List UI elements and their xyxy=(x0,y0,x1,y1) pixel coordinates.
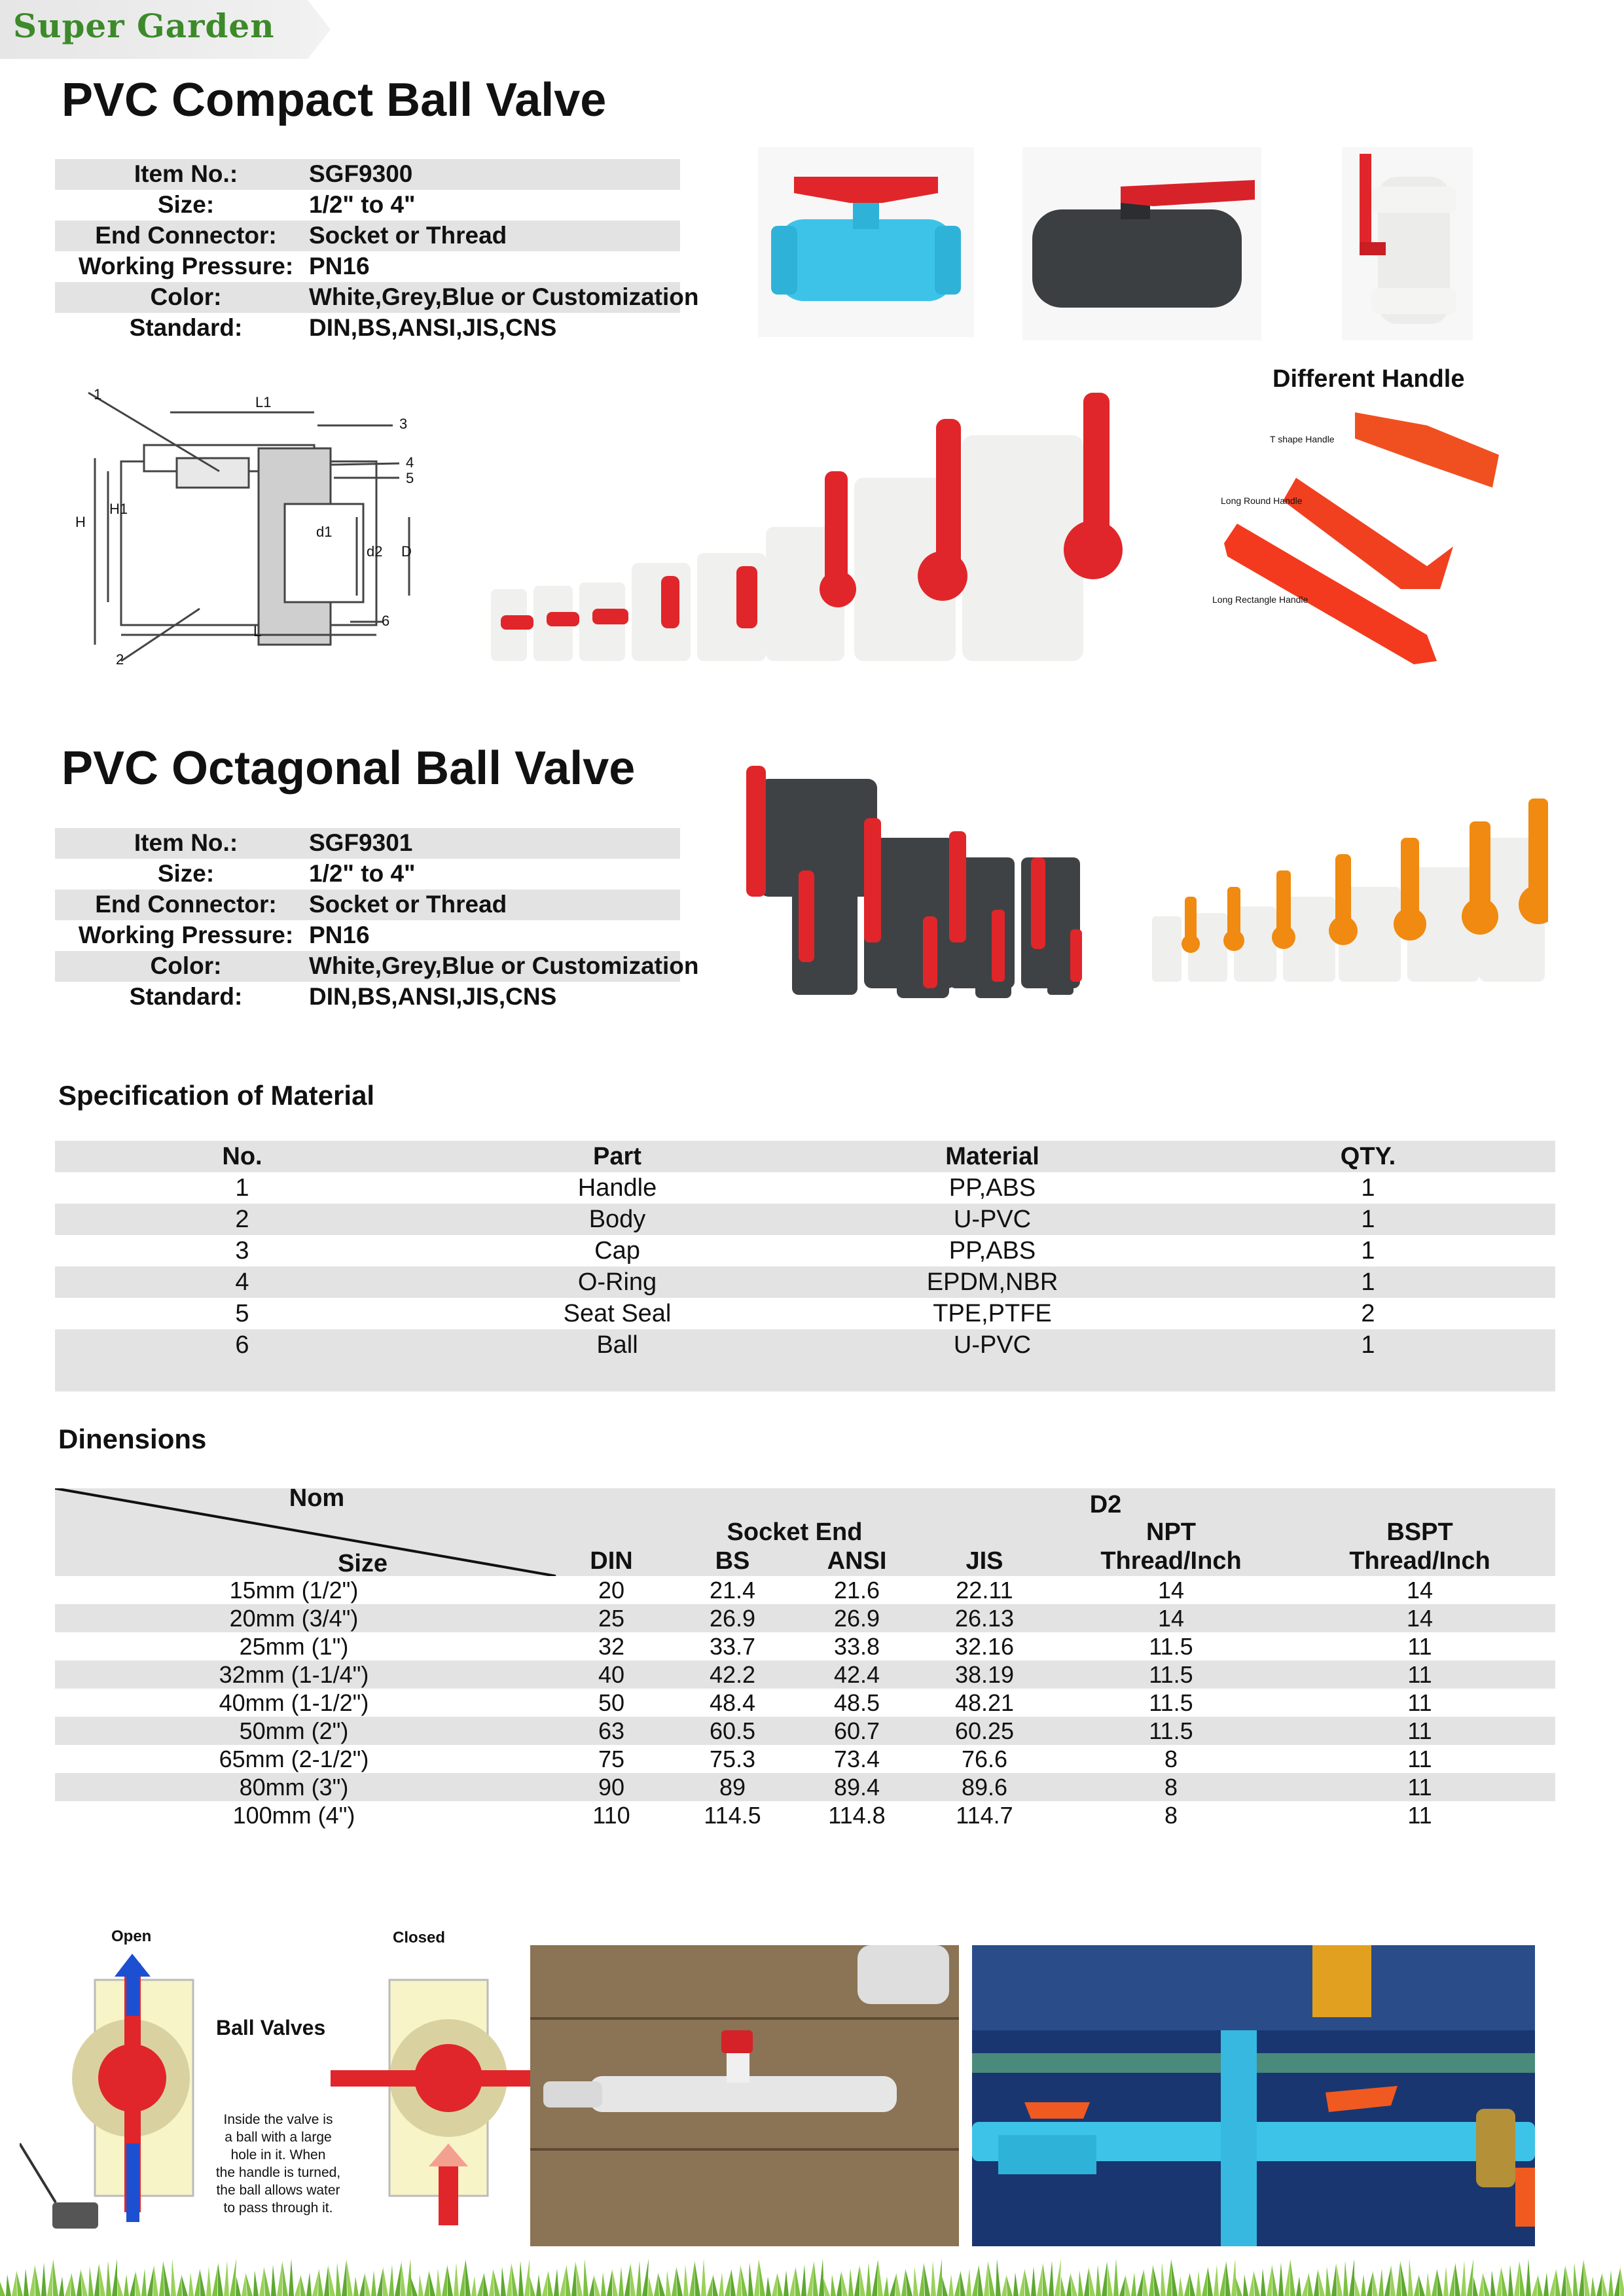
dimensions-title: Dinensions xyxy=(58,1424,207,1454)
table-cell: 26.9 xyxy=(709,1605,756,1632)
table-cell: 90 xyxy=(598,1774,625,1801)
table-cell: 2 xyxy=(1361,1300,1375,1327)
spec-label: Item No.: xyxy=(134,160,238,187)
d2-header: D2 xyxy=(1089,1491,1122,1518)
spec-label: Working Pressure: xyxy=(78,922,294,948)
open-label: Open xyxy=(111,1928,152,1945)
diagram-label: L xyxy=(253,623,262,639)
bspt-header: BSPT xyxy=(1386,1518,1453,1546)
spec-value: DIN,BS,ANSI,JIS,CNS xyxy=(309,983,557,1010)
diagram-label: L1 xyxy=(255,394,272,410)
table-row xyxy=(55,1266,1555,1298)
material-title: Specification of Material xyxy=(58,1080,375,1111)
table-cell: 63 xyxy=(598,1717,625,1744)
npt-unit-header: Thread/Inch xyxy=(1100,1547,1242,1575)
table-cell: 50 xyxy=(598,1689,625,1716)
spec-row xyxy=(55,251,680,282)
column-header: Part xyxy=(593,1143,641,1170)
din-header: DIN xyxy=(590,1547,633,1575)
table-cell: O-Ring xyxy=(577,1268,657,1296)
table-cell: 11.5 xyxy=(1149,1661,1193,1688)
table-row xyxy=(55,1329,1555,1391)
column-header: Material xyxy=(945,1143,1039,1170)
table-cell: 110 xyxy=(592,1802,630,1829)
table-cell: 73.4 xyxy=(833,1746,880,1772)
different-handle-title: Different Handle xyxy=(1272,365,1465,393)
table-cell: 1 xyxy=(1361,1237,1375,1265)
table-cell: 11 xyxy=(1407,1633,1432,1660)
table-cell: 14 xyxy=(1406,1605,1434,1632)
table-cell: 21.4 xyxy=(709,1577,756,1604)
table-cell: 11.5 xyxy=(1149,1717,1193,1744)
table-cell: PP,ABS xyxy=(948,1237,1036,1265)
table-cell: 2 xyxy=(235,1206,249,1233)
table-cell: 76.6 xyxy=(961,1746,1008,1772)
table-cell: Body xyxy=(588,1206,646,1233)
table-cell: 1 xyxy=(1361,1331,1375,1359)
caption-line: to pass through it. xyxy=(223,2200,333,2215)
jis-header: JIS xyxy=(965,1547,1003,1575)
blue-compact-valve-photo xyxy=(758,147,974,337)
spec-row xyxy=(55,920,680,951)
spec-row xyxy=(55,190,680,221)
table-cell: 32.16 xyxy=(954,1633,1015,1660)
table-cell: 114.7 xyxy=(956,1802,1013,1829)
table-row xyxy=(55,1632,1555,1660)
diagram-label: 5 xyxy=(406,470,414,486)
table-header xyxy=(55,1484,1555,1577)
table-cell: 11 xyxy=(1407,1689,1432,1716)
caption-line: the ball allows water xyxy=(216,2183,340,2198)
table-cell: 65mm (2-1/2") xyxy=(219,1746,369,1772)
table-cell: 50mm (2") xyxy=(239,1717,349,1744)
spec-row xyxy=(55,982,680,1013)
spec-value: SGF9301 xyxy=(309,829,413,856)
table-cell: 3 xyxy=(235,1237,249,1265)
table-cell: 32 xyxy=(598,1633,625,1660)
table-cell: Seat Seal xyxy=(563,1300,672,1327)
table-cell: 11 xyxy=(1407,1661,1432,1688)
ball-valve-explainer xyxy=(20,1928,530,2242)
caption-line: the handle is turned, xyxy=(215,2165,341,2180)
table-cell: 33.7 xyxy=(709,1633,756,1660)
diagram-label: D xyxy=(401,543,412,560)
table-cell: 89.4 xyxy=(833,1774,880,1801)
table-cell: Cap xyxy=(594,1237,640,1265)
table-header-row xyxy=(55,1141,1555,1172)
nom-header: Nom xyxy=(289,1484,345,1512)
table-row xyxy=(55,1717,1555,1745)
valve-on-table-photo xyxy=(530,1945,959,2246)
table-cell: 22.11 xyxy=(956,1577,1013,1604)
table-row xyxy=(55,1235,1555,1266)
table-cell: 1 xyxy=(235,1174,249,1202)
spec-value: PN16 xyxy=(309,922,370,948)
table-cell: 14 xyxy=(1157,1577,1185,1604)
table-cell: 26.9 xyxy=(833,1605,880,1632)
white-compact-valve-photo xyxy=(1342,147,1473,340)
table-cell: 11 xyxy=(1407,1717,1432,1744)
spec-value: Socket or Thread xyxy=(309,891,507,918)
table-cell: 75.3 xyxy=(709,1746,756,1772)
spec-value: PN16 xyxy=(309,253,370,279)
handle-label: Long Round Handle xyxy=(1221,495,1303,506)
octagonal-title: PVC Octagonal Ball Valve xyxy=(62,742,636,795)
caption-line: a ball with a large xyxy=(225,2130,332,2145)
table-cell: 48.5 xyxy=(833,1689,880,1716)
table-cell: 11 xyxy=(1407,1774,1432,1801)
table-cell: EPDM,NBR xyxy=(926,1268,1058,1296)
caption-line: Inside the valve is xyxy=(223,2112,333,2127)
table-cell: PP,ABS xyxy=(948,1174,1036,1202)
ball-valves-caption xyxy=(196,2111,360,2217)
spec-row xyxy=(55,828,680,859)
spec-row xyxy=(55,313,680,344)
blue-pipe-installation-photo xyxy=(972,1945,1535,2246)
table-cell: 38.19 xyxy=(954,1661,1015,1688)
table-cell: 40 xyxy=(598,1661,625,1688)
table-cell: 60.7 xyxy=(833,1717,880,1744)
table-cell: 25 xyxy=(598,1605,625,1632)
spec-label: Size: xyxy=(157,191,215,218)
table-cell: 11.5 xyxy=(1149,1633,1193,1660)
grey-compact-valve-photo xyxy=(1022,147,1261,340)
table-cell: 11.5 xyxy=(1149,1689,1193,1716)
table-cell: 75 xyxy=(598,1746,625,1772)
table-cell: 4 xyxy=(235,1268,249,1296)
ansi-header: ANSI xyxy=(827,1547,887,1575)
diagram-label: d2 xyxy=(367,543,383,560)
handle-types-photo xyxy=(1211,399,1512,668)
diagram-label: 1 xyxy=(94,386,102,403)
spec-row xyxy=(55,282,699,313)
table-cell: 25mm (1") xyxy=(239,1633,349,1660)
compact-title: PVC Compact Ball Valve xyxy=(62,74,607,126)
table-cell: 11 xyxy=(1407,1802,1432,1829)
diagram-label: 2 xyxy=(116,651,124,668)
table-cell: 42.4 xyxy=(833,1661,880,1688)
valve-cross-section-diagram xyxy=(69,386,435,674)
spec-label: End Connector: xyxy=(95,222,277,249)
table-cell: 20 xyxy=(598,1577,625,1604)
column-header: No. xyxy=(222,1143,262,1170)
table-cell: 1 xyxy=(1361,1268,1375,1296)
octagonal-spec-table xyxy=(55,828,699,1013)
table-cell: 80mm (3") xyxy=(239,1774,349,1801)
spec-value: 1/2" to 4" xyxy=(309,191,416,218)
spec-value: Socket or Thread xyxy=(309,222,507,249)
spec-row xyxy=(55,221,680,251)
spec-value: DIN,BS,ANSI,JIS,CNS xyxy=(309,314,557,341)
table-row xyxy=(55,1660,1555,1689)
table-row xyxy=(55,1745,1555,1773)
diagram-label: H1 xyxy=(109,501,128,517)
table-row xyxy=(55,1689,1555,1717)
npt-header: NPT xyxy=(1146,1518,1196,1546)
table-cell: 26.13 xyxy=(954,1605,1015,1632)
table-cell: 60.5 xyxy=(709,1717,756,1744)
table-cell: 60.25 xyxy=(954,1717,1015,1744)
spec-label: Color: xyxy=(150,283,222,310)
bs-header: BS xyxy=(715,1547,750,1575)
spec-label: Size: xyxy=(157,860,215,887)
table-cell: 114.5 xyxy=(704,1802,761,1829)
table-row xyxy=(55,1576,1555,1604)
table-cell: 89.6 xyxy=(961,1774,1008,1801)
table-row xyxy=(55,1204,1555,1235)
material-table xyxy=(55,1141,1555,1391)
compact-spec-table xyxy=(55,159,699,344)
brand-logo-text: Super Garden xyxy=(13,7,275,45)
spec-row xyxy=(55,859,680,889)
table-cell: 33.8 xyxy=(833,1633,880,1660)
table-cell: 15mm (1/2") xyxy=(229,1577,359,1604)
table-cell: 20mm (3/4") xyxy=(229,1605,359,1632)
table-cell: 14 xyxy=(1406,1577,1434,1604)
spec-row xyxy=(55,951,699,982)
table-cell: 1 xyxy=(1361,1206,1375,1233)
table-cell: 8 xyxy=(1164,1774,1178,1801)
diagram-label: 4 xyxy=(406,454,414,471)
table-row xyxy=(55,1801,1555,1829)
table-cell: U-PVC xyxy=(953,1206,1032,1233)
table-row xyxy=(55,1172,1555,1204)
spec-row xyxy=(55,889,680,920)
spec-value: White,Grey,Blue or Customization xyxy=(309,283,699,310)
compact-valve-size-range-photo xyxy=(484,386,1146,674)
closed-label: Closed xyxy=(393,1929,446,1946)
bspt-unit-header: Thread/Inch xyxy=(1349,1547,1490,1575)
table-cell: 48.21 xyxy=(954,1689,1015,1716)
table-row xyxy=(55,1773,1555,1801)
table-cell: 8 xyxy=(1164,1746,1178,1772)
table-cell: 1 xyxy=(1361,1174,1375,1202)
spec-value: White,Grey,Blue or Customization xyxy=(309,952,699,979)
dimensions-table xyxy=(55,1484,1555,1829)
table-row xyxy=(55,1604,1555,1632)
spec-value: SGF9300 xyxy=(309,160,413,187)
spec-label: Item No.: xyxy=(134,829,238,856)
spec-label: Working Pressure: xyxy=(78,253,294,279)
table-row xyxy=(55,1298,1555,1329)
handle-label: T shape Handle xyxy=(1270,434,1335,444)
grass-footer-decoration xyxy=(0,2255,1624,2296)
handle-label: Long Rectangle Handle xyxy=(1212,594,1308,605)
table-cell: 14 xyxy=(1157,1605,1185,1632)
table-cell: 11 xyxy=(1407,1746,1432,1772)
column-header: QTY. xyxy=(1340,1143,1396,1170)
table-cell: 40mm (1-1/2") xyxy=(219,1689,369,1716)
table-cell: 21.6 xyxy=(833,1577,880,1604)
diagram-label: d1 xyxy=(316,524,333,540)
table-cell: 8 xyxy=(1164,1802,1178,1829)
spec-label: Standard: xyxy=(129,314,243,341)
table-cell: U-PVC xyxy=(953,1331,1032,1359)
table-cell: 89 xyxy=(719,1774,746,1801)
size-header: Size xyxy=(337,1550,388,1577)
grey-octagonal-valves-photo xyxy=(733,759,1100,1008)
table-cell: 42.2 xyxy=(709,1661,756,1688)
spec-label: Standard: xyxy=(129,983,243,1010)
ball-valves-label: Ball Valves xyxy=(216,2016,326,2039)
table-cell: Ball xyxy=(596,1331,638,1359)
spec-label: Color: xyxy=(150,952,222,979)
caption-line: hole in it. When xyxy=(230,2147,326,2162)
table-cell: 5 xyxy=(235,1300,249,1327)
diagram-label: 3 xyxy=(399,416,408,432)
dimensions-rows xyxy=(55,1576,1555,1829)
table-cell: 6 xyxy=(235,1331,249,1359)
table-cell: 48.4 xyxy=(709,1689,756,1716)
table-cell: TPE,PTFE xyxy=(933,1300,1052,1327)
diagram-label: H xyxy=(75,514,86,530)
diagram-label: 6 xyxy=(382,613,390,629)
spec-value: 1/2" to 4" xyxy=(309,860,416,887)
table-cell: 32mm (1-1/4") xyxy=(219,1661,369,1688)
table-cell: 114.8 xyxy=(828,1802,886,1829)
socket-end-header: Socket End xyxy=(727,1518,863,1546)
white-octagonal-valves-photo xyxy=(1149,792,1548,988)
spec-label: End Connector: xyxy=(95,891,277,918)
table-cell: 100mm (4") xyxy=(232,1802,355,1829)
spec-row xyxy=(55,159,680,190)
table-cell: Handle xyxy=(577,1174,657,1202)
